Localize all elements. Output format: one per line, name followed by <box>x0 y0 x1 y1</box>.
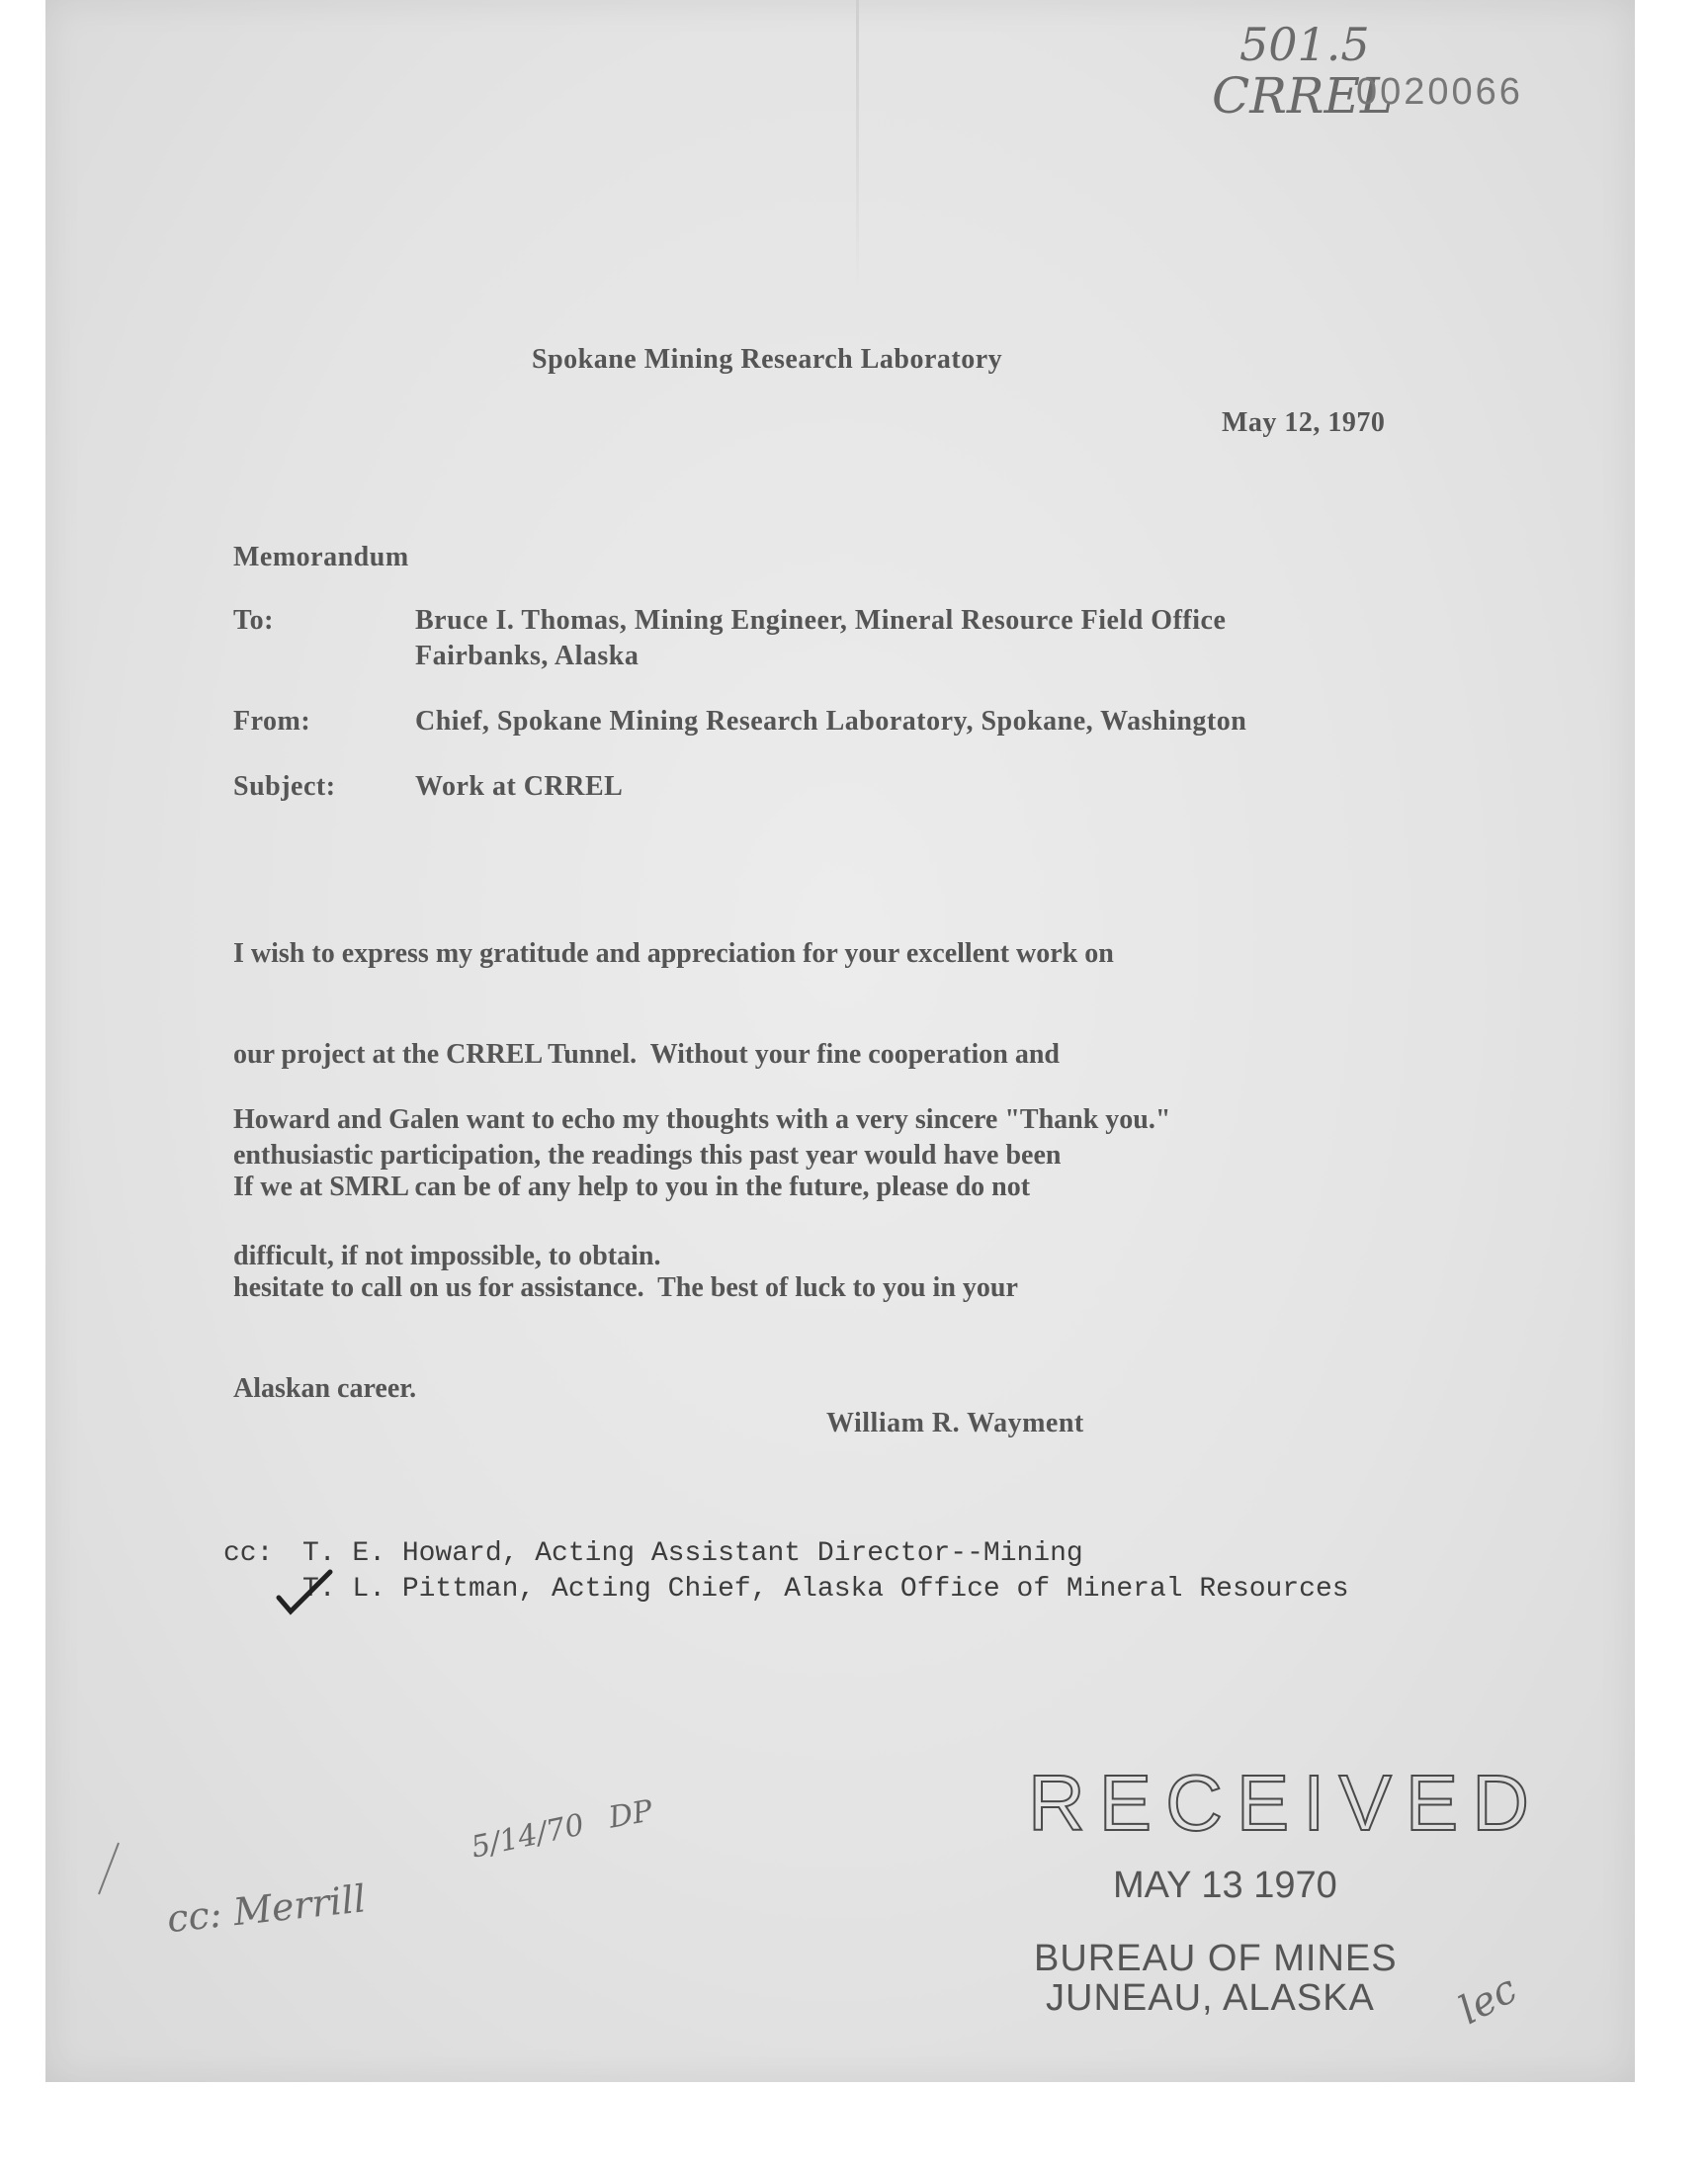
body-line: Howard and Galen want to echo my thoughts with a very sincere "Thank you." <box>233 1104 1171 1135</box>
body-line: Alaskan career. <box>233 1373 417 1404</box>
received-stamp-title: RECEIVED <box>1028 1759 1543 1847</box>
body-line: enthusiastic participation, the readings this past year would have been <box>233 1140 1062 1171</box>
body-line: our project at the CRREL Tunnel. Without your fine cooperation and <box>233 1039 1060 1070</box>
subject-value: Work at CRREL <box>415 771 624 802</box>
received-stamp-agency: BUREAU OF MINES <box>1034 1938 1398 1979</box>
body-line: If we at SMRL can be of any help to you in the future, please do not <box>233 1172 1031 1202</box>
cc-label: cc: <box>223 1538 274 1569</box>
signature-name: William R. Wayment <box>826 1408 1084 1438</box>
received-stamp-location: JUNEAU, ALASKA <box>1046 1977 1375 2019</box>
body-line: I wish to express my gratitude and appreciation for your excellent work on <box>233 938 1114 969</box>
cc-recipient-2: T. L. Pittman, Acting Chief, Alaska Office of Mineral Resources <box>302 1574 1349 1605</box>
document-number-stamp: 0020066 <box>1356 71 1523 113</box>
from-label: From: <box>233 706 311 737</box>
memo-type: Memorandum <box>233 542 409 572</box>
memo-page <box>45 0 1635 2082</box>
from-sender: Chief, Spokane Mining Research Laboratory, Spokane, Washington <box>415 706 1247 737</box>
received-stamp-date: MAY 13 1970 <box>1113 1865 1337 1906</box>
checkmark-icon <box>275 1568 334 1617</box>
letterhead-organization: Spokane Mining Research Laboratory <box>532 344 1003 375</box>
handwritten-cc-date: 5/14/70 <box>468 1807 588 1866</box>
file-code-annotation: CRREL <box>1212 67 1394 125</box>
corner-initials: lec <box>1451 1965 1525 2035</box>
paper-crease <box>856 0 859 297</box>
memo-date: May 12, 1970 <box>1222 407 1386 438</box>
handwritten-initials: DP <box>606 1793 655 1836</box>
to-location: Fairbanks, Alaska <box>415 641 640 671</box>
body-line: hesitate to call on us for assistance. The best of luck to you in your <box>233 1272 1018 1303</box>
cc-recipient-1: T. E. Howard, Acting Assistant Director--Mining <box>302 1538 1083 1569</box>
subject-label: Subject: <box>233 771 336 802</box>
handwritten-cc-note <box>113 1834 372 1989</box>
handwritten-cc-text: cc: Merrill <box>164 1876 369 1942</box>
file-number-annotation: 501.5 <box>1239 18 1370 71</box>
body-line: difficult, if not impossible, to obtain. <box>233 1241 661 1271</box>
to-recipient: Bruce I. Thomas, Mining Engineer, Mineral Resource Field Office <box>415 605 1227 636</box>
to-label: To: <box>233 605 274 636</box>
